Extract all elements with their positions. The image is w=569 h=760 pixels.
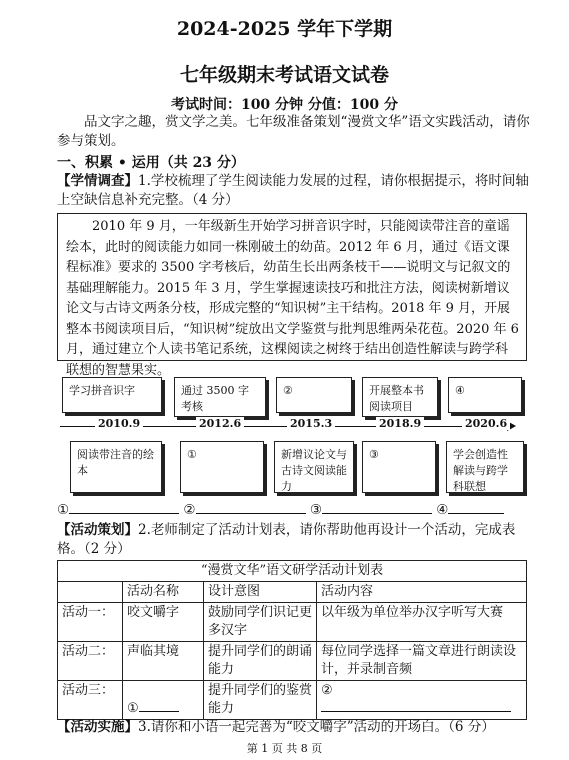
page-footer: 第 1 页 共 8 页 <box>246 742 323 755</box>
answer-blank-4[interactable] <box>448 513 504 514</box>
question-1 <box>57 172 537 210</box>
table-row <box>58 603 527 642</box>
timeline-bottom-1: 阅读带注音的绘本 <box>70 441 162 493</box>
timeline-bottom-4: ③ <box>362 441 436 493</box>
answer-label-3: ③ <box>309 502 322 518</box>
question-2 <box>57 521 537 559</box>
answer-label-4: ④ <box>436 502 449 518</box>
table-cell: 咬文嚼字 <box>123 603 204 642</box>
timeline-top-3: ② <box>276 377 352 413</box>
question-2-text: 2.老师制定了活动计划表，请你帮助他再设计一个活动，完成表格。（2 分） <box>57 522 516 557</box>
blank-label-2: ② <box>321 683 333 698</box>
timeline-top-2: 通过 3500 字考核 <box>174 377 266 417</box>
table-blank-2[interactable] <box>321 711 511 712</box>
answer-blank-3[interactable] <box>322 513 432 514</box>
activity-plan-table <box>57 560 527 720</box>
question-3-tag: 【活动实施】 <box>57 719 138 735</box>
table-header-row <box>58 582 527 603</box>
question-1-tag: 【学情调查】 <box>57 173 138 189</box>
timeline-top-1: 学习拼音识字 <box>62 377 162 413</box>
table-cell: 活动一： <box>58 603 123 642</box>
intro-text: 品文字之趣，赏文学之美。七年级准备策划“漫赏文华”语文实践活动，请你参与策划。 <box>57 114 530 149</box>
reading-passage: 2010 年 9 月，一年级新生开始学习拼音识字时，只能阅读带注音的童谣绘本，此时的阅读能力如同一株刚破土的幼苗。2012 年 6 月，通过《语文课程标准》要求的 3500 字考核后，幼苗生长出两条枝干——说明文与记叙文的基础理解能力。2015 年 3 月，学生掌握速读技巧和批注方法，阅读树新增议论文与古诗文两条分枝，形成完整的“知识树”主干结构。2018 年 9 月，开展整本书阅读项目后，“知识树”绽放出文学鉴赏与批判思维两朵花苞。2020 年 6 月，通过建立个人读书笔记系统，这棵阅读之树终于结出创造性解读与跨学科联想的智慧果实。 <box>57 213 527 361</box>
question-1-text: 1.学校梳理了学生阅读能力发展的过程，请你根据提示，将时间轴上空缺信息补充完整。（4 分） <box>57 173 529 208</box>
table-cell: 每位同学选择一篇文章进行朗读设计，并录制音频 <box>317 642 527 681</box>
answer-blank-2[interactable] <box>196 513 306 514</box>
table-cell: 活动三： <box>58 681 123 720</box>
answer-label-2: ② <box>183 502 196 518</box>
table-header-cell: 活动内容 <box>317 582 527 603</box>
answer-line <box>57 502 537 518</box>
table-header-cell <box>58 582 123 603</box>
timeline-date-2: 2012.6 <box>196 417 244 430</box>
question-3 <box>57 718 537 737</box>
table-cell: 鼓励同学们识记更多汉字 <box>204 603 317 642</box>
table-cell: 提升同学们的鉴赏能力 <box>204 681 317 720</box>
answer-blank-1[interactable] <box>69 513 179 514</box>
table-cell-blank[interactable] <box>317 681 527 720</box>
table-header-cell: 活动名称 <box>123 582 204 603</box>
question-2-tag: 【活动策划】 <box>57 522 138 538</box>
section-heading: 一、积累 • 运用（共 23 分） <box>57 155 245 171</box>
table-row <box>58 642 527 681</box>
timeline-bottom-5: 学会创造性解读与跨学科联想 <box>446 441 524 493</box>
timeline-date-4: 2018.9 <box>376 417 424 430</box>
table-cell: 提升同学们的朗诵能力 <box>204 642 317 681</box>
intro-paragraph <box>57 113 537 151</box>
table-caption: “漫赏文华”语文研学活动计划表 <box>58 561 527 582</box>
blank-label-1: ① <box>127 701 139 716</box>
question-3-text: 3.请你和小语一起完善为“咬文嚼字”活动的开场白。（6 分） <box>138 719 495 735</box>
exam-meta: 考试时间：100 分钟 分值：100 分 <box>170 97 399 113</box>
semester-title: 2024-2025 学年下学期 <box>176 18 393 40</box>
table-cell: 活动二： <box>58 642 123 681</box>
table-cell: 声临其境 <box>123 642 204 681</box>
table-row <box>58 681 527 720</box>
timeline-date-5: 2020.6 <box>462 417 510 430</box>
table-cell: 以年级为单位举办汉字听写大赛 <box>317 603 527 642</box>
timeline-bottom-3: 新增议论文与古诗文阅读能力 <box>274 441 354 493</box>
timeline-date-3: 2015.3 <box>287 417 335 430</box>
answer-label-1: ① <box>57 502 70 518</box>
table-header-cell: 设计意图 <box>204 582 317 603</box>
table-caption-row <box>58 561 527 582</box>
table-cell-blank[interactable] <box>123 681 204 720</box>
exam-title: 七年级期末考试语文试卷 <box>179 64 389 86</box>
timeline-bottom-2: ① <box>180 441 264 493</box>
timeline-top-5: ④ <box>448 377 522 413</box>
table-blank-1[interactable] <box>139 711 179 712</box>
timeline-top-4: 开展整本书阅读项目 <box>362 377 438 417</box>
timeline-date-1: 2010.9 <box>95 417 143 430</box>
